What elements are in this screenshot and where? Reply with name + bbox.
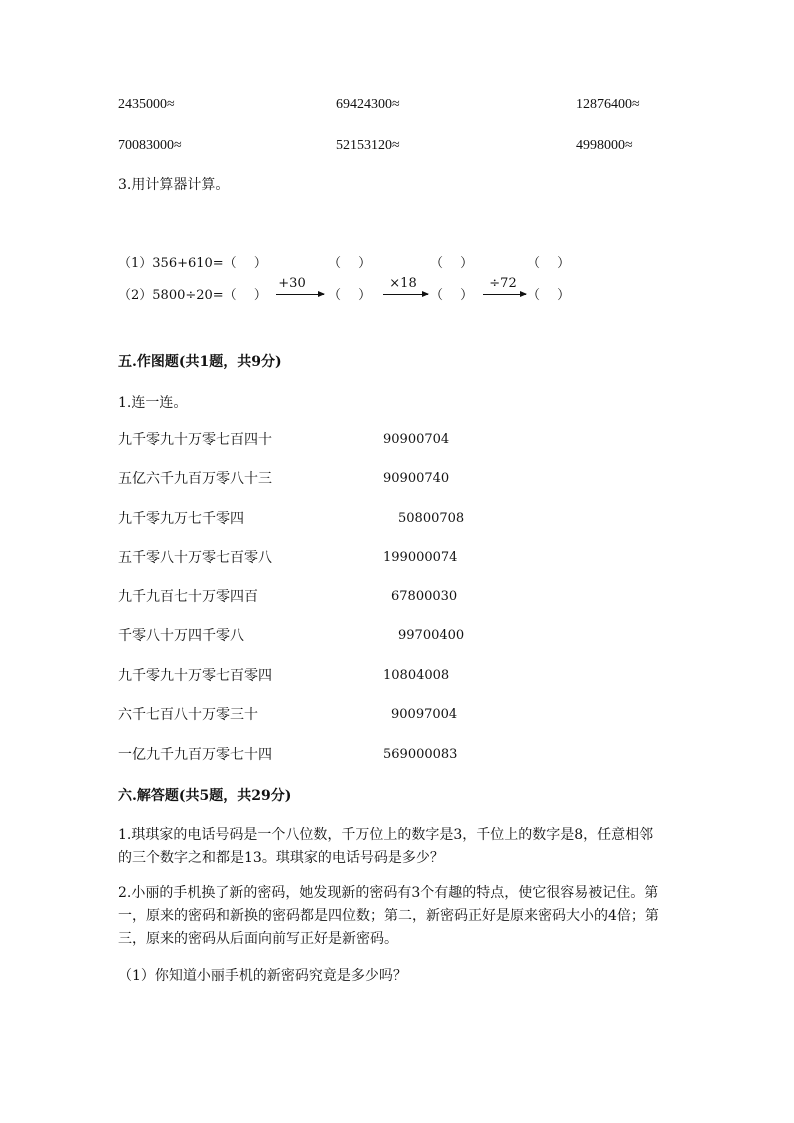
match-left-item: 五亿六千九百万零八十三	[118, 471, 272, 487]
calc-title: 3.用计算器计算。	[118, 177, 230, 193]
calc-blank: （ ）	[328, 288, 372, 303]
op-label: ×18	[389, 276, 417, 291]
match-right-item: 99700400	[398, 628, 465, 643]
match-left-item: 九千零九十万零七百四十	[118, 432, 272, 448]
op-label: ÷72	[489, 276, 517, 291]
approx-item: 70083000≈	[118, 138, 182, 153]
match-left-item: 千零八十万四千零八	[118, 628, 244, 644]
calc-blank: （ ）	[430, 256, 474, 271]
match-right-item: 90900704	[383, 432, 450, 447]
match-left-item: 九千零九万七千零四	[118, 511, 244, 527]
right-arrow-icon	[276, 294, 324, 295]
match-right-item: 90097004	[391, 707, 458, 722]
right-arrow-icon	[483, 294, 526, 295]
match-right-item: 90900740	[383, 471, 450, 486]
match-right-item: 199000074	[383, 550, 458, 565]
calc-row2-start: （2）5800÷20=（ ）	[118, 288, 267, 303]
match-left-item: 六千七百八十万零三十	[118, 707, 258, 723]
match-right-item: 67800030	[391, 589, 458, 604]
op-label: +30	[278, 276, 306, 291]
calc-blank: （ ）	[430, 288, 474, 303]
match-right-item: 10804008	[383, 668, 450, 683]
match-left-item: 五千零八十万零七百零八	[118, 550, 272, 566]
match-left-item: 九千零九十万零七百零四	[118, 668, 272, 684]
section5-heading: 五.作图题(共1题，共9分)	[118, 354, 282, 370]
section5-q1: 1.连一连。	[118, 395, 188, 411]
calc-blank: （ ）	[328, 256, 372, 271]
match-left-item: 九千九百七十万零四百	[118, 589, 258, 605]
calc-row1-start: （1）356+610=（ ）	[118, 256, 267, 271]
section6-q2: 2.小丽的手机换了新的密码，她发现新的密码有3个有趣的特点，使它很容易被记住。第一，原来的密码和新换的密码都是四位数；第二，新密码正好是原来密码大小的4倍；第三，原来的密码从后面向前写正好是新密码。	[118, 885, 659, 947]
match-right-item: 50800708	[398, 511, 465, 526]
match-right-item: 569000083	[383, 747, 458, 762]
calc-blank: （ ）	[527, 288, 571, 303]
section6-q1: 1.琪琪家的电话号码是一个八位数，千万位上的数字是3，千位上的数字是8，任意相邻的三个数字之和都是13。琪琪家的电话号码是多少？	[118, 827, 654, 866]
approx-item: 52153120≈	[336, 138, 400, 153]
approx-item: 4998000≈	[576, 138, 633, 153]
right-arrow-icon	[383, 294, 428, 295]
section6-heading: 六.解答题(共5题，共29分)	[118, 788, 292, 804]
approx-item: 12876400≈	[576, 97, 640, 112]
approx-item: 69424300≈	[336, 97, 400, 112]
section6-q2-sub1: （1）你知道小丽手机的新密码究竟是多少吗？	[118, 968, 407, 984]
approx-item: 2435000≈	[118, 97, 175, 112]
match-left-item: 一亿九千九百万零七十四	[118, 747, 272, 763]
calc-blank: （ ）	[527, 256, 571, 271]
